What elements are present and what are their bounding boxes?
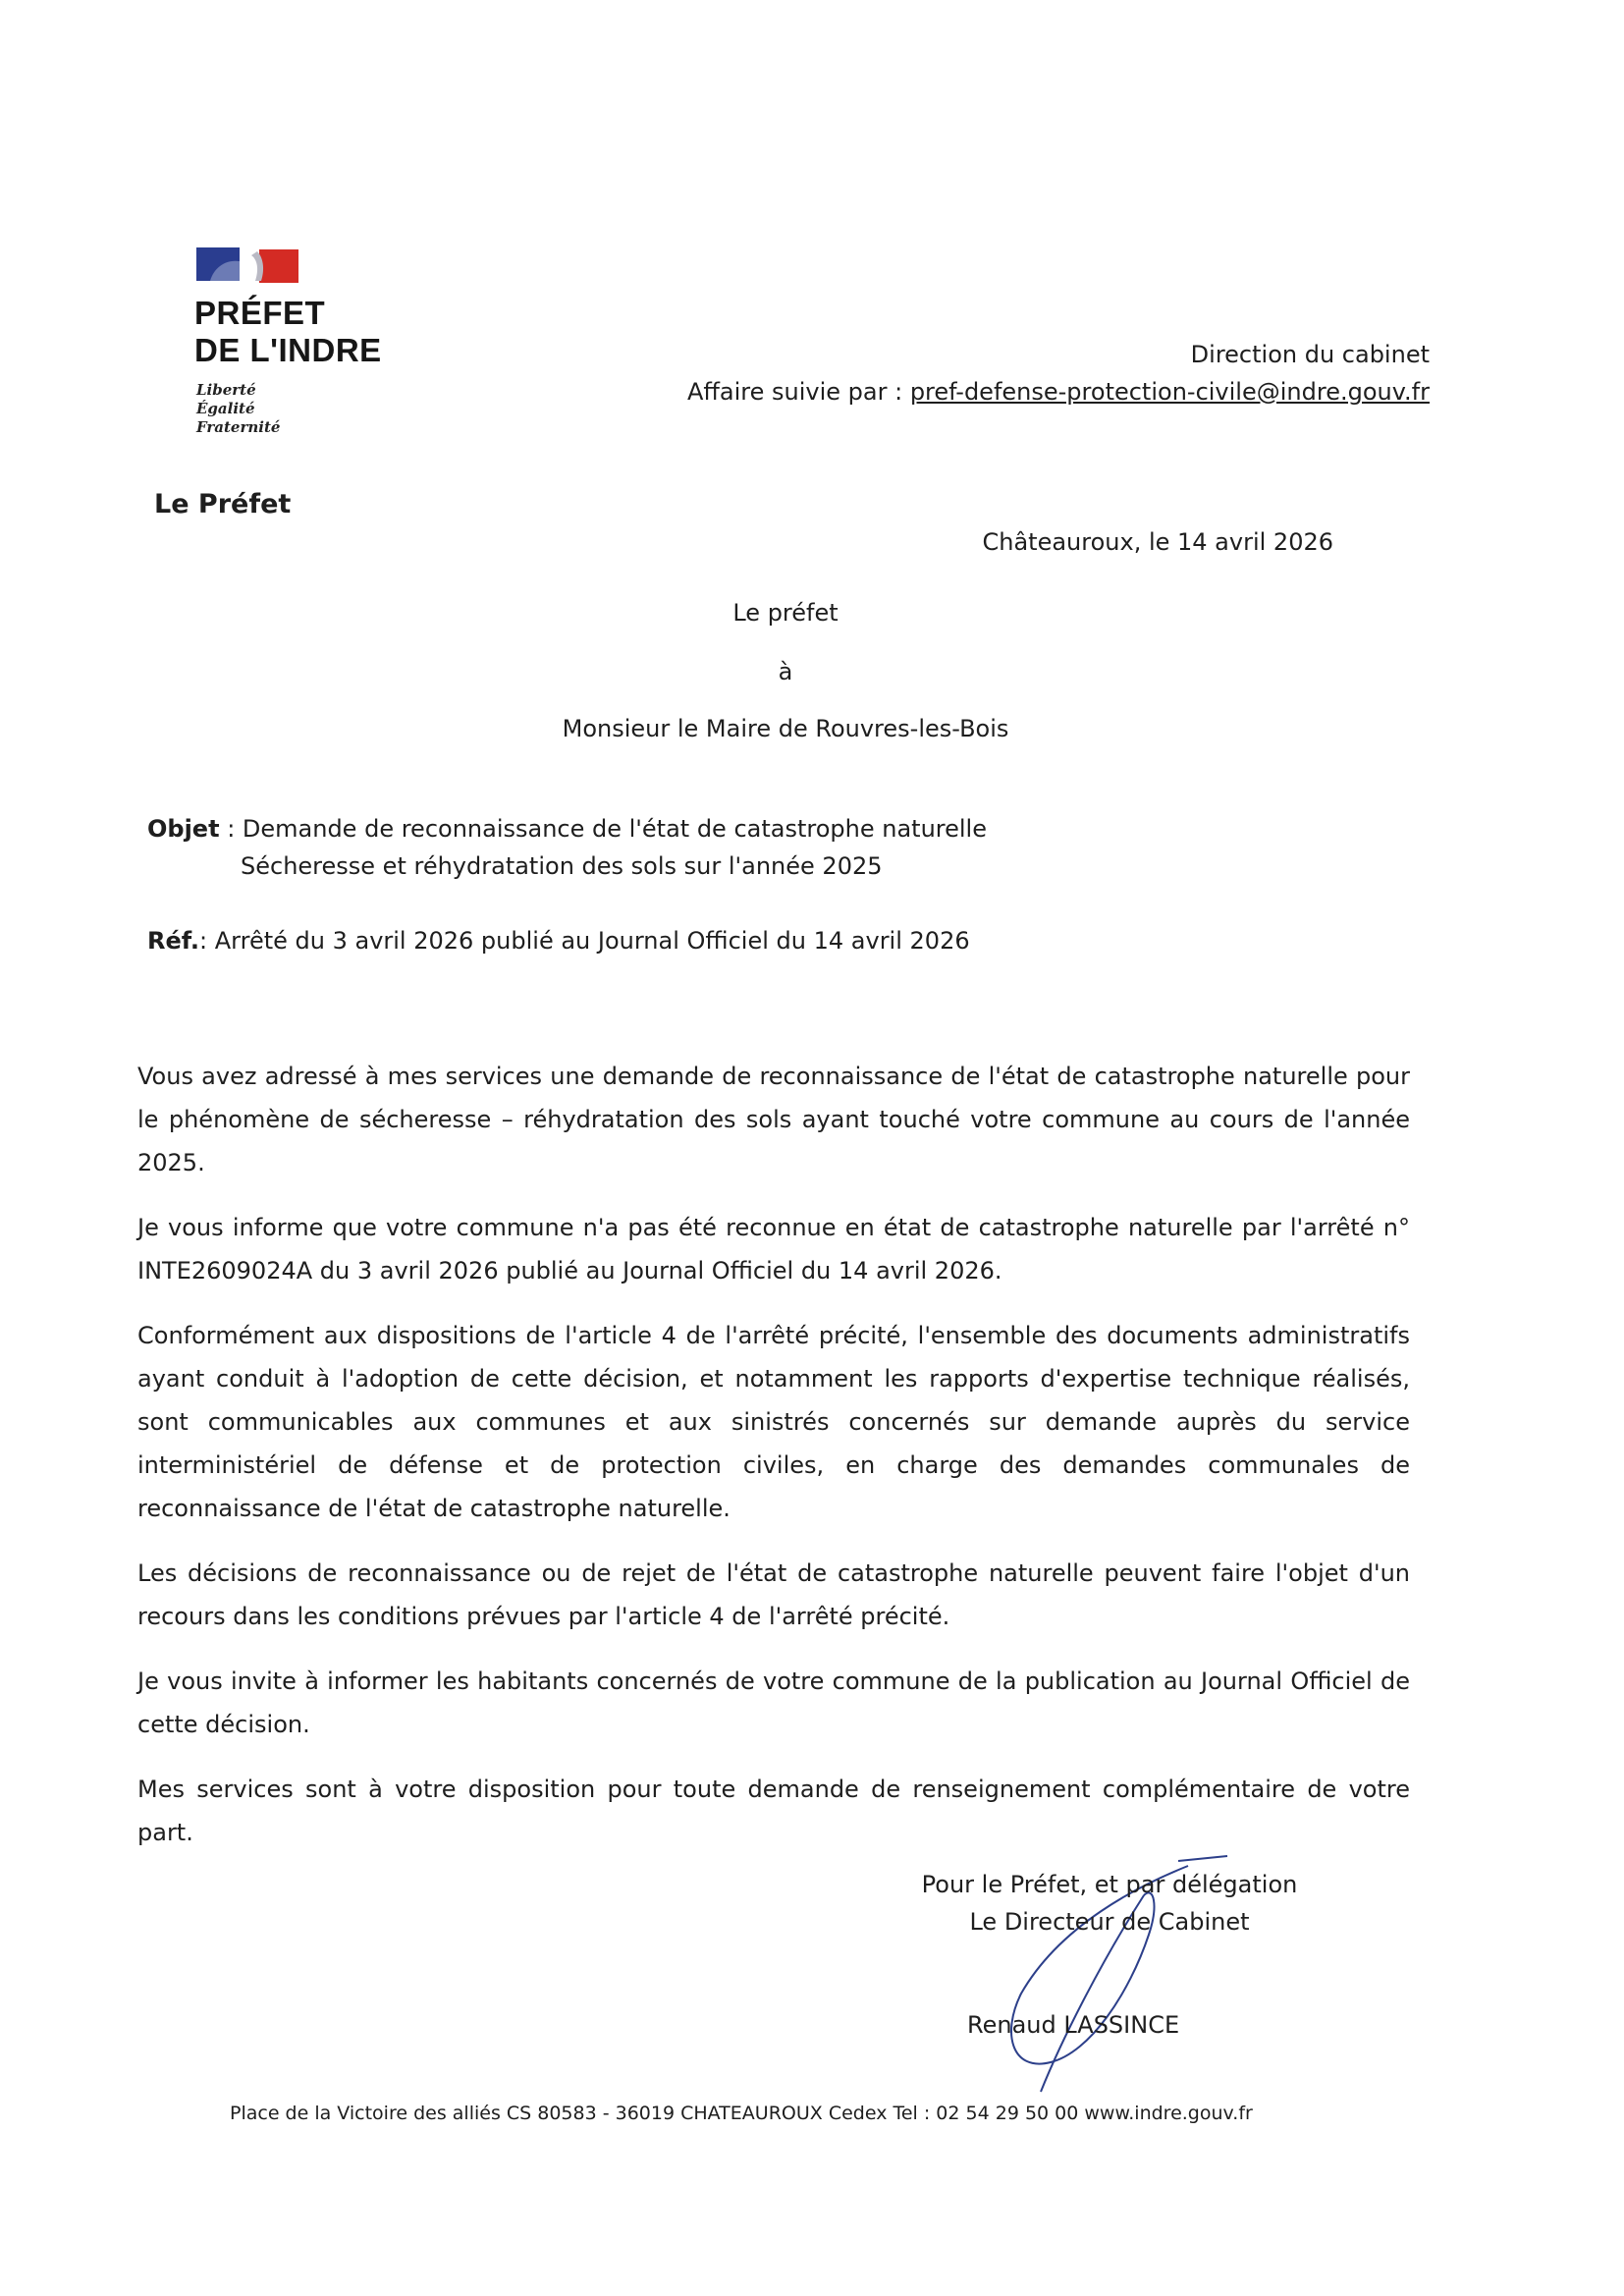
subject-line2: Sécheresse et réhydratation des sols sur l'année 2025: [241, 852, 883, 880]
signatory-name: Renaud LASSINCE: [967, 2011, 1180, 2039]
reference-label: Réf.: [147, 927, 200, 955]
reference-text: Arrêté du 3 avril 2026 publié au Journal Officiel du 14 avril 2026: [214, 927, 970, 955]
prefecture-title: [194, 295, 382, 369]
affaire-label: Affaire suivie par :: [686, 378, 903, 406]
prefecture-title-line2: DE L'INDRE: [194, 332, 382, 368]
motto-egalite: Égalité: [196, 400, 255, 417]
republic-motto: [196, 381, 280, 437]
body-paragraph: Mes services sont à votre disposition pour toute demande de renseignement complémentaire de votre part.: [137, 1776, 1410, 1846]
affaire-line: [687, 373, 1430, 410]
body-paragraph: Je vous informe que votre commune n'a pas été reconnue en état de catastrophe naturelle par l'arrêté n° INTE2609024A du 3 avril 2026 publié au Journal Officiel du 14 avril 2026.: [137, 1214, 1410, 1285]
signature-block: [913, 1866, 1306, 1941]
marianne-logo-icon: [196, 246, 298, 285]
motto-liberte: Liberté: [196, 381, 256, 399]
motto-fraternite: Fraternité: [196, 418, 281, 436]
prefecture-title-line1: PRÉFET: [194, 295, 326, 331]
header-contact: [687, 336, 1430, 410]
subject-label: Objet: [147, 815, 220, 843]
reference-line: Réf.: Arrêté du 3 avril 2026 publié au Journal Officiel du 14 avril 2026: [147, 927, 970, 955]
contact-email-link[interactable]: pref-defense-protection-civile@indre.gouv.fr: [909, 378, 1430, 406]
page-footer: Place de la Victoire des alliés CS 80583 - 36019 CHATEAUROUX Cedex Tel : 02 54 29 50 00 www.indre.gouv.fr: [230, 2103, 1253, 2124]
sender-label: Le Préfet: [154, 489, 292, 519]
body-paragraph: Je vous invite à informer les habitants concernés de votre commune de la publication au Journal Officiel de cette décision.: [137, 1667, 1410, 1738]
subject-line1: Demande de reconnaissance de l'état de catastrophe naturelle: [242, 815, 987, 843]
letter-date: Châteauroux, le 14 avril 2026: [982, 528, 1333, 556]
address-recipient: Monsieur le Maire de Rouvres-les-Bois: [562, 715, 1009, 742]
letter-body: [137, 1055, 1410, 1876]
address-from: Le préfet: [732, 599, 839, 627]
address-to-word: à: [778, 658, 793, 685]
signature-delegation: Pour le Préfet, et par délégation: [921, 1871, 1298, 1898]
body-paragraph: Conformément aux dispositions de l'article 4 de l'arrêté précité, l'ensemble des documents administratifs ayant conduit à l'adoption de cette décision, et notamment les rapports d'expertise technique réalisés, sont communicables aux communes et aux sinistrés concernés sur demande auprès du service interministériel de défense et de protection civiles, en charge des demandes communales de reconnaissance de l'état de catastrophe naturelle.: [137, 1322, 1410, 1522]
direction-label: Direction du cabinet: [1190, 341, 1430, 368]
body-paragraph: Vous avez adressé à mes services une demande de reconnaissance de l'état de catastrophe naturelle pour le phénomène de sécheresse – réhydratation des sols ayant touché votre commune au cours de l'année 2025.: [137, 1063, 1410, 1176]
subject-block: Objet : Demande de reconnaissance de l'état de catastrophe naturelle Sécheresse et réhydratation des sols sur l'année 2025: [147, 810, 987, 885]
body-paragraph: Les décisions de reconnaissance ou de rejet de l'état de catastrophe naturelle peuvent faire l'objet d'un recours dans les conditions prévues par l'article 4 de l'arrêté précité.: [137, 1559, 1410, 1630]
signature-title: Le Directeur de Cabinet: [969, 1908, 1250, 1936]
